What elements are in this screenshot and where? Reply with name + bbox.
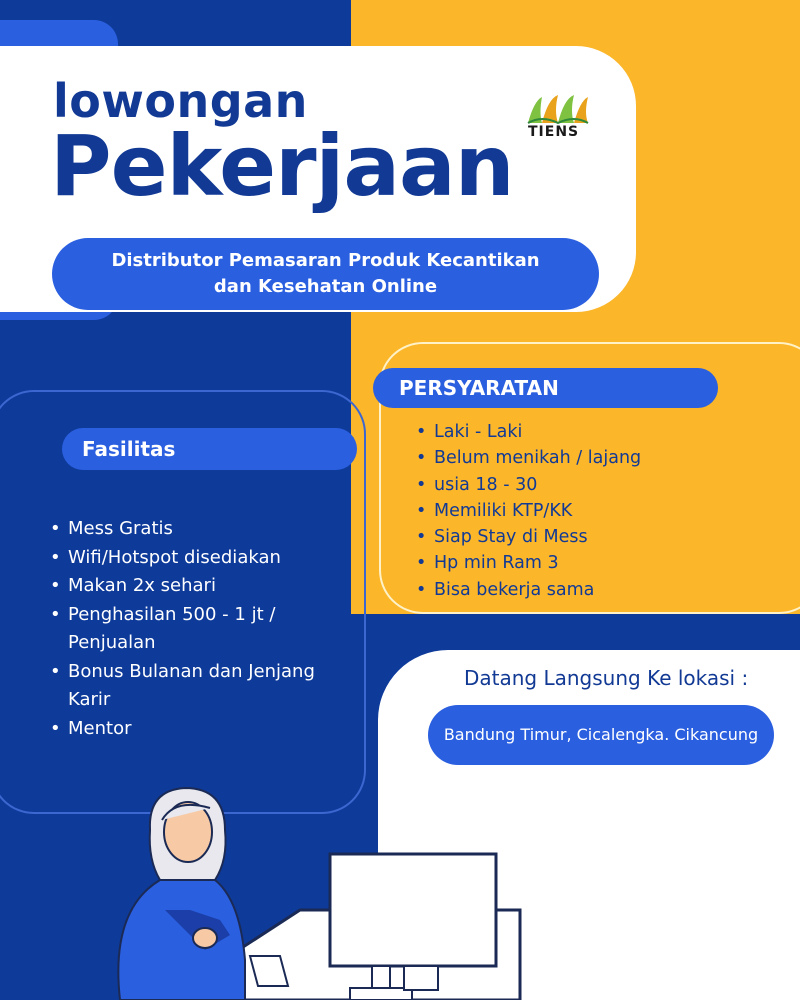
list-item: • Hp min Ram 3 — [414, 550, 734, 576]
list-item: • Wifi/Hotspot disediakan — [48, 544, 338, 573]
logo-text: TIENS — [528, 124, 580, 140]
list-item: • Memiliki KTP/KK — [414, 498, 734, 524]
requirements-heading: PERSYARATAN — [373, 368, 718, 408]
list-item: • Bonus Bulanan dan Jenjang Karir — [48, 658, 338, 715]
title-small: lowongan — [53, 74, 308, 128]
list-item: • Mentor — [48, 715, 338, 744]
list-item: • Mess Gratis — [48, 515, 338, 544]
subtitle-text: Distributor Pemasaran Produk Kecantikan dan Kesehatan Online — [111, 249, 540, 297]
requirements-list — [414, 419, 734, 603]
location-address: Bandung Timur, Cicalengka. Cikancung — [428, 705, 774, 765]
list-item: • usia 18 - 30 — [414, 472, 734, 498]
list-item: • Penghasilan 500 - 1 jt / Penjualan — [48, 601, 338, 658]
list-item: • Belum menikah / lajang — [414, 445, 734, 471]
location-label: Datang Langsung Ke lokasi : — [464, 666, 749, 690]
facilities-heading: Fasilitas — [62, 428, 357, 470]
list-item: • Laki - Laki — [414, 419, 734, 445]
facilities-list — [48, 515, 338, 743]
woman-at-computer-illustration — [0, 760, 560, 1000]
list-item: • Bisa bekerja sama — [414, 577, 734, 603]
list-item: • Makan 2x sehari — [48, 572, 338, 601]
subtitle-pill — [52, 238, 599, 310]
page-title: Pekerjaan — [50, 117, 514, 215]
list-item: • Siap Stay di Mess — [414, 524, 734, 550]
